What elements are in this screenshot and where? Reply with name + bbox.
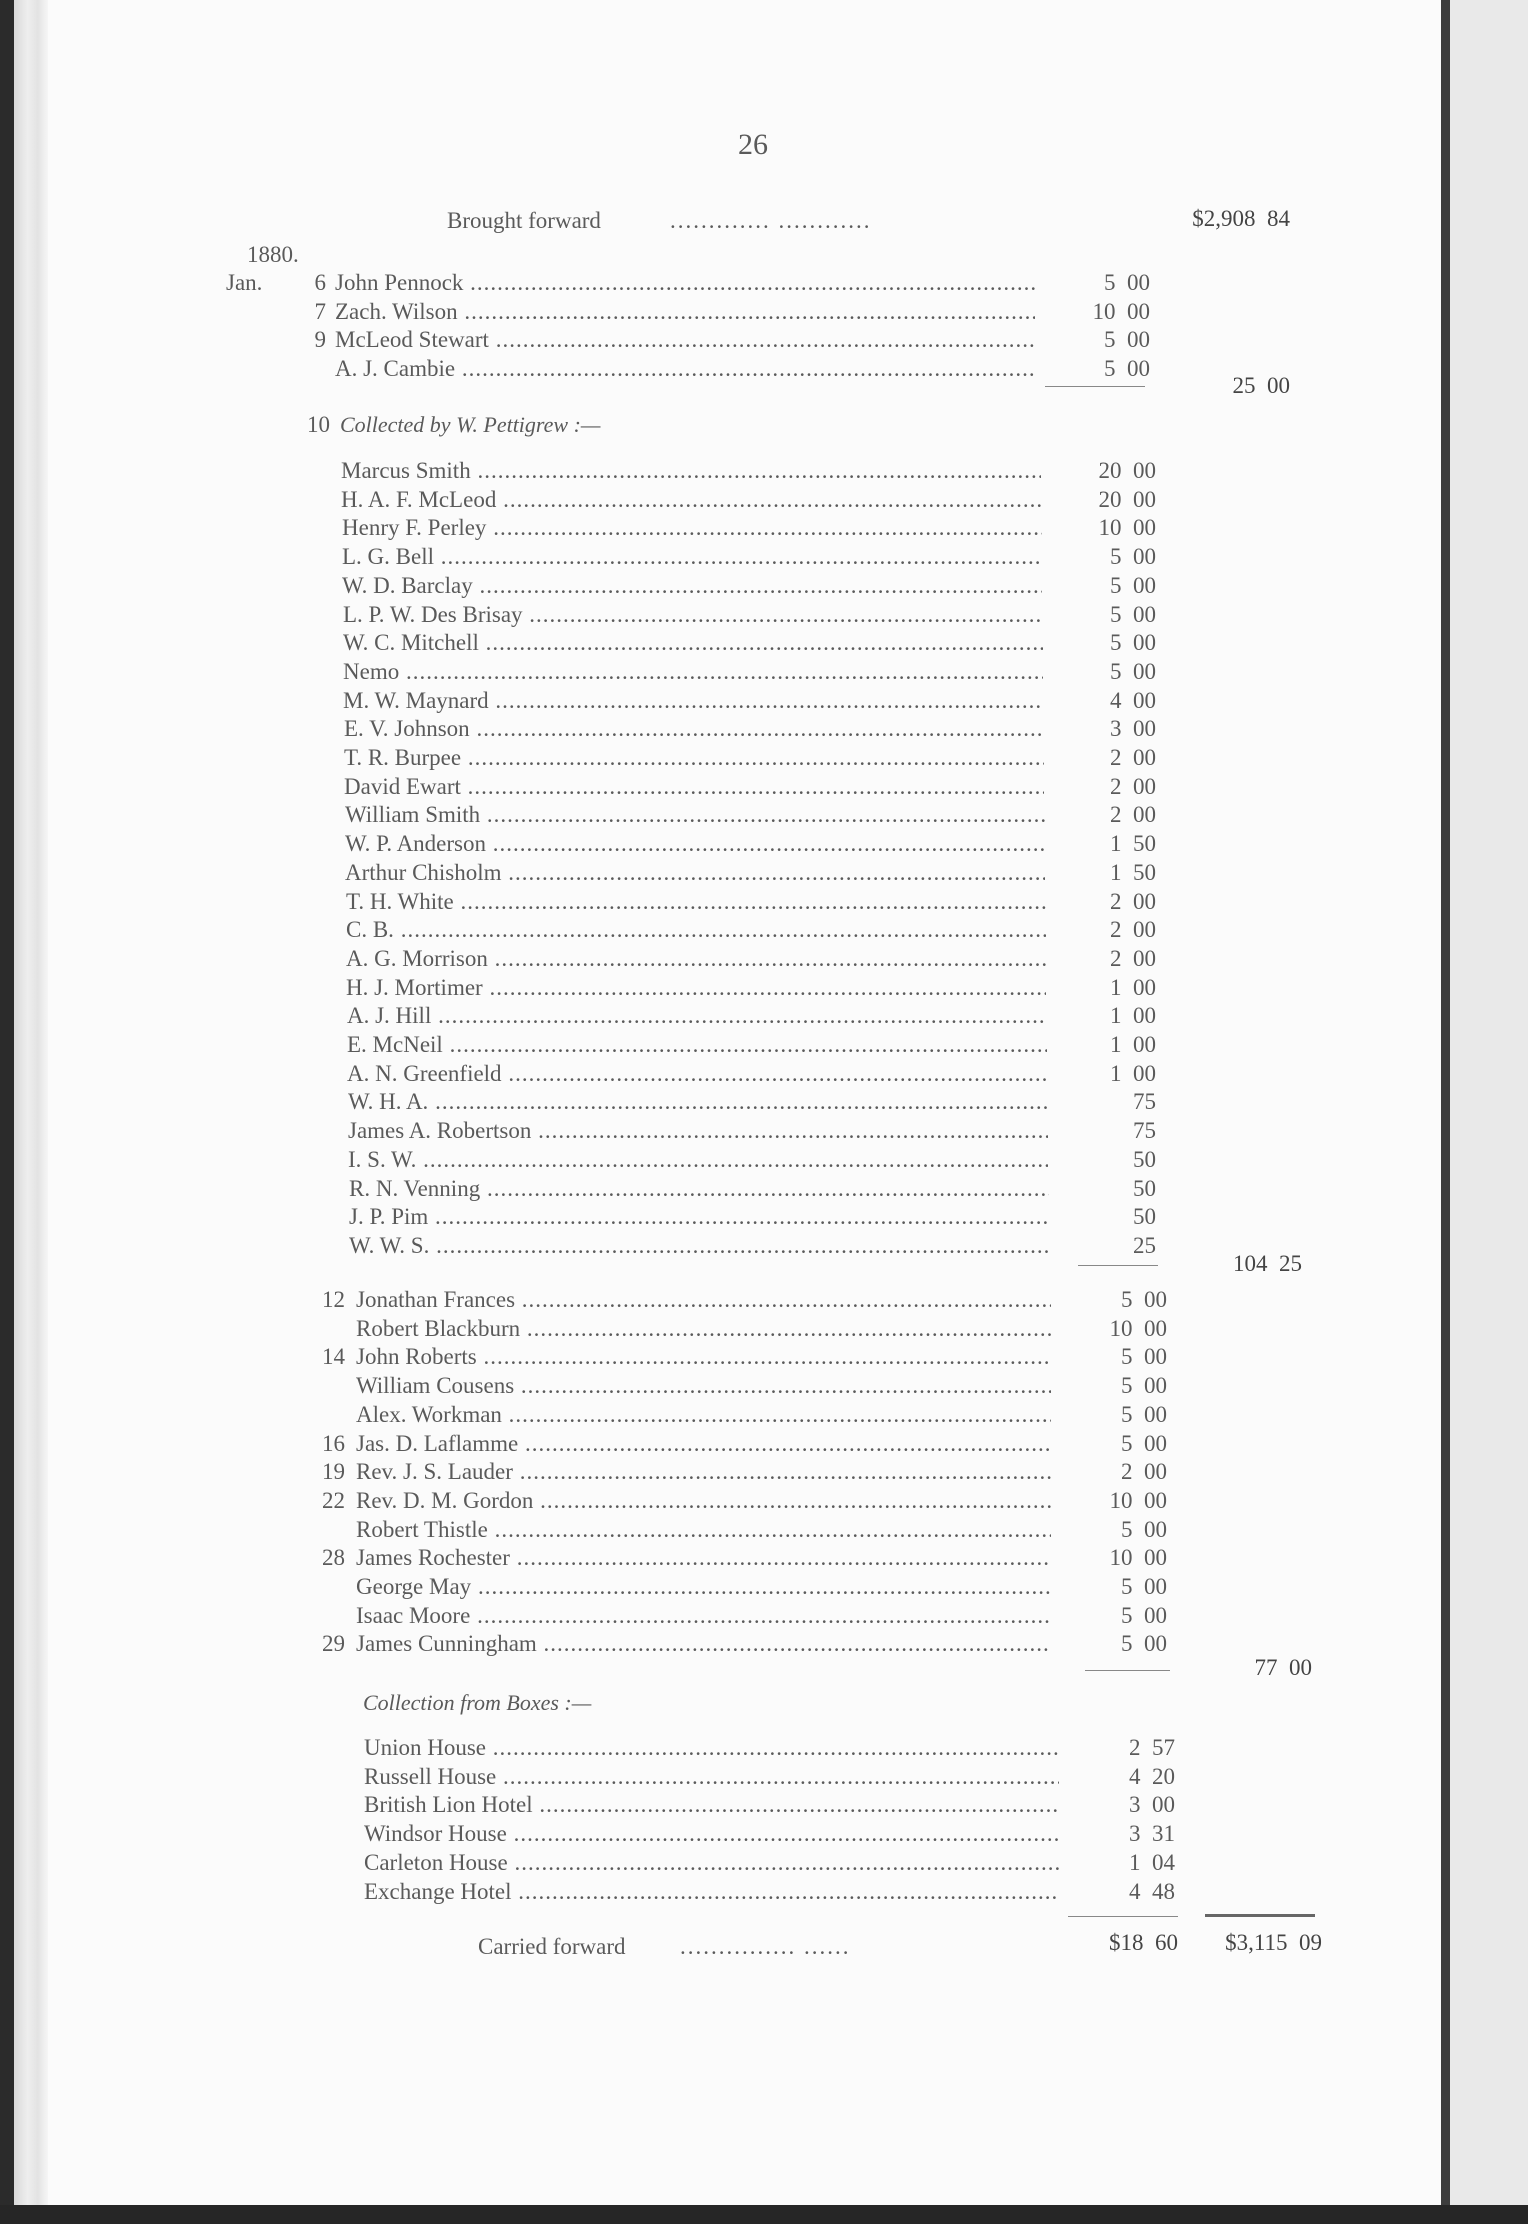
page-fold: [1441, 0, 1450, 2205]
entry-amount: 75: [1133, 1118, 1156, 1144]
entry-amount: 25: [1133, 1232, 1156, 1258]
entry-name: Isaac Moore .....: [356, 1603, 1051, 1629]
entry-name: Robert Thistle .....: [356, 1517, 1051, 1543]
entry-name: H. J. Mortimer .....: [346, 975, 1046, 1001]
entry-name: Jonathan Frances .....: [356, 1287, 1051, 1313]
entry-amount: 1 00: [1110, 1003, 1156, 1029]
entry-name: Nemo .....: [343, 659, 1043, 685]
entry-name: Russell House .....: [364, 1764, 1059, 1790]
entry-amount: 20 00: [1098, 458, 1156, 483]
entry-amount: 5 00: [1121, 1373, 1167, 1399]
entry-amount: 5 00: [1110, 544, 1156, 570]
entry-day: 14: [322, 1344, 345, 1370]
entry-name: Rev. D. M. Gordon .....: [356, 1488, 1051, 1514]
entry-name: W. H. A. .....: [348, 1089, 1048, 1115]
entry-amount: 4 20: [1129, 1763, 1175, 1789]
entry-name: A. G. Morrison .....: [346, 946, 1046, 972]
entry-day: 28: [322, 1545, 345, 1571]
entry-name: David Ewart .....: [344, 774, 1044, 800]
entry-name: T. H. White .....: [346, 889, 1046, 915]
entry-amount: 5 00: [1121, 1287, 1167, 1312]
entry-amount: 10 00: [1109, 1545, 1167, 1571]
entry-amount: 4 00: [1110, 687, 1156, 713]
entry-amount: 10 00: [1092, 298, 1150, 324]
entry-amount: 5 00: [1121, 1631, 1167, 1657]
entry-day: 16: [322, 1430, 345, 1456]
entry-amount: 5 00: [1121, 1516, 1167, 1542]
entry-day: 22: [322, 1487, 345, 1513]
entry-name: Windsor House .....: [364, 1821, 1059, 1847]
entry-name: William Smith .....: [345, 802, 1045, 828]
subtotal-rule: [1078, 1265, 1158, 1266]
entry-amount: 1 04: [1129, 1849, 1175, 1875]
section-heading: Collection from Boxes :—: [363, 1690, 592, 1715]
entry-amount: 2 00: [1110, 773, 1156, 799]
entry-name: R. N. Venning .....: [349, 1176, 1049, 1202]
entry-amount: 1 00: [1110, 974, 1156, 1000]
entry-name: L. G. Bell .....: [342, 544, 1042, 570]
entry-name: Rev. J. S. Lauder .....: [356, 1459, 1051, 1485]
page-edge: [14, 0, 48, 2205]
entry-day: 10: [307, 412, 330, 437]
entry-amount: 5 00: [1121, 1574, 1167, 1599]
next-page-strip: [1450, 0, 1528, 2224]
entry-amount: 1 00: [1110, 1060, 1156, 1086]
entry-name: J. P. Pim .....: [349, 1204, 1049, 1230]
entry-name: C. B. .....: [346, 917, 1046, 943]
entry-name: Arthur Chisholm .....: [345, 860, 1045, 886]
entry-amount: 4 48: [1129, 1878, 1175, 1904]
entry-name: George May .....: [356, 1574, 1051, 1600]
entry-name: Exchange Hotel .....: [364, 1879, 1059, 1905]
scan-border: [0, 2205, 1528, 2224]
entry-amount: 75: [1133, 1089, 1156, 1115]
entry-name: W. P. Anderson .....: [345, 831, 1045, 857]
entry-amount: 5 00: [1104, 270, 1150, 295]
entry-name: W. D. Barclay .....: [342, 573, 1042, 599]
entry-amount: 5 00: [1110, 630, 1156, 656]
entry-name: I. S. W. .....: [348, 1147, 1048, 1173]
entry-name: James Rochester .....: [356, 1545, 1051, 1571]
entry-name: Robert Blackburn .....: [356, 1316, 1051, 1342]
carried-forward-subtotal: $18 60: [1109, 1930, 1178, 1955]
entry-amount: 50: [1133, 1204, 1156, 1230]
subtotal-rule: [1085, 1670, 1170, 1671]
entry-amount: 5 00: [1121, 1344, 1167, 1370]
entry-day: 19: [322, 1459, 345, 1485]
entry-name: Alex. Workman .....: [356, 1402, 1051, 1428]
entry-amount: 5 00: [1110, 658, 1156, 684]
carried-forward-leader: ............... ......: [680, 1934, 851, 1959]
carried-subtotal-rule: [1068, 1916, 1178, 1917]
carried-forward-label: Carried forward: [478, 1934, 626, 1959]
entry-day: 29: [322, 1631, 345, 1657]
entry-name: E. V. Johnson .....: [344, 716, 1044, 742]
entry-name: Marcus Smith .....: [341, 458, 1041, 484]
entry-amount: 5 00: [1104, 327, 1150, 353]
entry-amount: 5 00: [1110, 601, 1156, 627]
entry-amount: 1 00: [1110, 1032, 1156, 1057]
group-total: 25 00: [1232, 373, 1290, 398]
entry-amount: 3 31: [1129, 1821, 1175, 1847]
entry-amount: 5 00: [1104, 356, 1150, 382]
entry-name: E. McNeil .....: [347, 1032, 1047, 1058]
entry-name: T. R. Burpee .....: [344, 745, 1044, 771]
entry-name: Zach. Wilson .....: [335, 299, 1035, 325]
entry-name: A. J. Cambie .....: [335, 356, 1035, 382]
entry-name: H. A. F. McLeod .....: [341, 487, 1041, 513]
entry-name: M. W. Maynard .....: [343, 688, 1043, 714]
entry-amount: 50: [1133, 1146, 1156, 1172]
entry-amount: 5 00: [1121, 1401, 1167, 1427]
group-total: 104 25: [1233, 1251, 1302, 1276]
entry-amount: 5 00: [1121, 1430, 1167, 1456]
entry-amount: 50: [1133, 1175, 1156, 1201]
entry-amount: 2 00: [1110, 802, 1156, 828]
entry-amount: 20 00: [1098, 486, 1156, 512]
entry-name: W. C. Mitchell .....: [343, 630, 1043, 656]
entry-day: 7: [314, 298, 326, 324]
entry-amount: 3 00: [1129, 1792, 1175, 1818]
entry-amount: 5 00: [1121, 1602, 1167, 1628]
entry-name: A. N. Greenfield .....: [347, 1061, 1047, 1087]
entry-name: W. W. S. .....: [349, 1233, 1049, 1259]
entry-amount: 5 00: [1110, 572, 1156, 598]
entry-amount: 2 00: [1121, 1459, 1167, 1485]
entry-name: McLeod Stewart .....: [335, 327, 1035, 353]
entry-name: British Lion Hotel .....: [364, 1792, 1059, 1818]
entry-name: William Cousens .....: [356, 1373, 1051, 1399]
subtotal-rule: [1045, 386, 1145, 387]
section-heading: Collected by W. Pettigrew :—: [340, 412, 601, 437]
entry-name: Carleton House .....: [364, 1850, 1059, 1876]
entry-name: A. J. Hill .....: [347, 1003, 1047, 1029]
brought-forward-label: Brought forward: [447, 208, 601, 233]
entry-amount: 2 57: [1129, 1735, 1175, 1760]
entry-day: 9: [314, 327, 326, 353]
year-label: 1880.: [247, 242, 299, 267]
entry-day: 6: [314, 270, 326, 295]
brought-forward-leader: ............. ............: [670, 208, 872, 233]
entry-name: James A. Robertson .....: [348, 1118, 1048, 1144]
entry-amount: 10 00: [1109, 1315, 1167, 1341]
entry-amount: 1 50: [1110, 859, 1156, 885]
carried-total-rule: [1205, 1914, 1315, 1917]
entry-name: John Roberts .....: [356, 1344, 1051, 1370]
page-number: 26: [738, 128, 768, 161]
entry-amount: 1 50: [1110, 831, 1156, 857]
entry-amount: 2 00: [1110, 945, 1156, 971]
entry-day: 12: [322, 1287, 345, 1312]
entry-name: L. P. W. Des Brisay .....: [343, 602, 1043, 628]
entry-name: Jas. D. Laflamme .....: [356, 1431, 1051, 1457]
entry-name: John Pennock .....: [335, 270, 1035, 296]
entry-amount: 10 00: [1098, 515, 1156, 541]
entry-amount: 2 00: [1110, 917, 1156, 943]
entry-amount: 2 00: [1110, 745, 1156, 770]
entry-amount: 3 00: [1110, 716, 1156, 742]
entry-name: Union House .....: [364, 1735, 1059, 1761]
entry-name: James Cunningham .....: [356, 1631, 1051, 1657]
carried-forward-total: $3,115 09: [1225, 1930, 1322, 1955]
group-total: 77 00: [1254, 1655, 1312, 1680]
entry-name: Henry F. Perley .....: [342, 515, 1042, 541]
brought-forward-total: $2,908 84: [1192, 206, 1290, 231]
entry-amount: 10 00: [1109, 1487, 1167, 1513]
entry-amount: 2 00: [1110, 888, 1156, 914]
month-label: Jan.: [226, 270, 263, 295]
